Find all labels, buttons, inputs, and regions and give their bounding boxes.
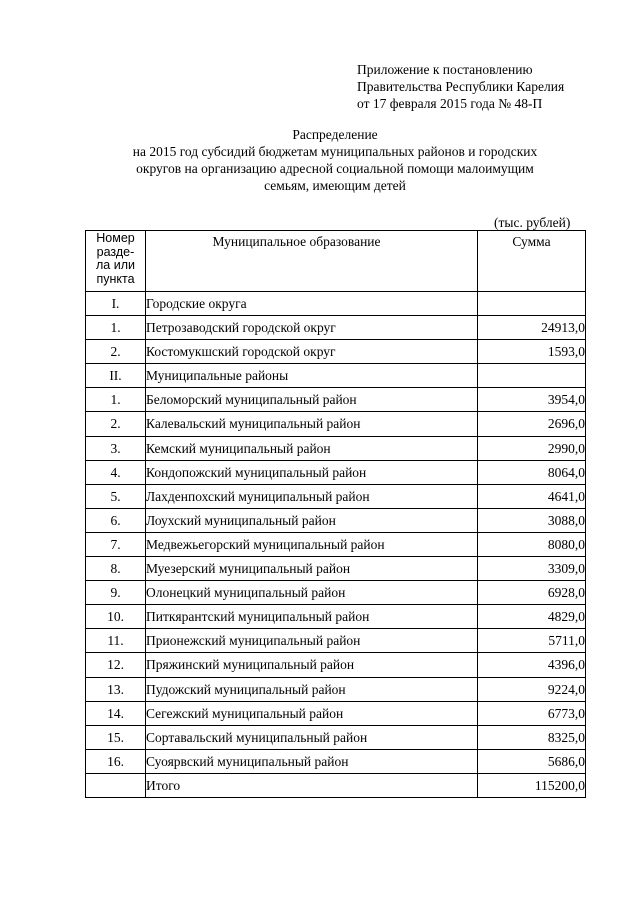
row-entity-name: Беломорский муниципальный район xyxy=(146,388,478,412)
table-header-row xyxy=(86,231,586,292)
table-row xyxy=(86,581,586,605)
table-row xyxy=(86,388,586,412)
row-number: I. xyxy=(86,292,146,316)
row-number: 3. xyxy=(86,436,146,460)
row-number: 2. xyxy=(86,340,146,364)
row-entity-name: Сегежский муниципальный район xyxy=(146,701,478,725)
row-entity-name: Лоухский муниципальный район xyxy=(146,508,478,532)
row-sum: 8064,0 xyxy=(478,460,586,484)
row-number: II. xyxy=(86,364,146,388)
table-row xyxy=(86,436,586,460)
row-entity-name: Питкярантский муниципальный район xyxy=(146,605,478,629)
row-entity-name: Прионежский муниципальный район xyxy=(146,629,478,653)
appendix-line-1: Приложение к постановлению xyxy=(357,62,533,77)
row-number: 16. xyxy=(86,749,146,773)
table-row xyxy=(86,532,586,556)
table-row xyxy=(86,701,586,725)
title-line-2: на 2015 год субсидий бюджетам муниципальных районов и городских xyxy=(132,144,538,159)
row-sum: 1593,0 xyxy=(478,340,586,364)
row-entity-name: Медвежьегорский муниципальный район xyxy=(146,532,478,556)
row-sum: 2990,0 xyxy=(478,436,586,460)
header-number-line: Номер xyxy=(96,231,135,245)
table-row xyxy=(86,653,586,677)
row-sum: 4396,0 xyxy=(478,653,586,677)
units-label: (тыс. рублей) xyxy=(494,215,571,230)
table-row xyxy=(86,412,586,436)
header-sum: Сумма xyxy=(478,231,586,292)
row-sum: 3309,0 xyxy=(478,557,586,581)
row-sum xyxy=(478,292,586,316)
header-number-line: ла или xyxy=(96,258,135,272)
row-entity-name: Кондопожский муниципальный район xyxy=(146,460,478,484)
row-sum: 5711,0 xyxy=(478,629,586,653)
row-sum: 8080,0 xyxy=(478,532,586,556)
row-entity-name: Костомукшский городской округ xyxy=(146,340,478,364)
row-sum: 6773,0 xyxy=(478,701,586,725)
row-sum: 4829,0 xyxy=(478,605,586,629)
row-entity-name: Пряжинский муниципальный район xyxy=(146,653,478,677)
row-entity-name: Лахденпохский муниципальный район xyxy=(146,484,478,508)
document-title xyxy=(80,126,590,194)
row-number: 13. xyxy=(86,677,146,701)
row-entity-name: Пудожский муниципальный район xyxy=(146,677,478,701)
row-sum: 6928,0 xyxy=(478,581,586,605)
table-row xyxy=(86,340,586,364)
row-number: 5. xyxy=(86,484,146,508)
row-entity-name: Калевальский муниципальный район xyxy=(146,412,478,436)
appendix-line-3: от 17 февраля 2015 года № 48-П xyxy=(357,96,543,111)
row-entity-name: Сортавальский муниципальный район xyxy=(146,725,478,749)
row-number: 12. xyxy=(86,653,146,677)
header-number-line: разде- xyxy=(96,244,135,259)
table-row xyxy=(86,557,586,581)
title-line-3: округов на организацию адресной социальной помощи малоимущим xyxy=(136,161,534,176)
row-sum: 2696,0 xyxy=(478,412,586,436)
row-sum: 3954,0 xyxy=(478,388,586,412)
table-row xyxy=(86,460,586,484)
row-entity-name: Городские округа xyxy=(146,292,478,316)
header-number xyxy=(86,231,146,292)
row-number: 9. xyxy=(86,581,146,605)
row-sum: 4641,0 xyxy=(478,484,586,508)
title-line-4: семьям, имеющим детей xyxy=(264,178,406,193)
row-entity-name: Олонецкий муниципальный район xyxy=(146,581,478,605)
row-entity-name: Муезерский муниципальный район xyxy=(146,557,478,581)
header-number-line: пункта xyxy=(96,271,135,286)
row-number: 8. xyxy=(86,557,146,581)
row-entity-name: Муниципальные районы xyxy=(146,364,478,388)
table-row xyxy=(86,725,586,749)
title-line-1: Распределение xyxy=(292,127,378,142)
table-row xyxy=(86,316,586,340)
table-row xyxy=(86,605,586,629)
row-sum: 3088,0 xyxy=(478,508,586,532)
appendix-line-2: Правительства Республики Карелия xyxy=(357,79,565,94)
header-entity: Муниципальное образование xyxy=(146,231,478,292)
table-row xyxy=(86,677,586,701)
row-sum: 24913,0 xyxy=(478,316,586,340)
table-row xyxy=(86,484,586,508)
row-number: 6. xyxy=(86,508,146,532)
row-number: 1. xyxy=(86,316,146,340)
row-number: 10. xyxy=(86,605,146,629)
row-number: 2. xyxy=(86,412,146,436)
row-number: 11. xyxy=(86,629,146,653)
row-number: 7. xyxy=(86,532,146,556)
row-sum: 9224,0 xyxy=(478,677,586,701)
row-number: 15. xyxy=(86,725,146,749)
row-sum: 115200,0 xyxy=(478,773,586,797)
row-sum xyxy=(478,364,586,388)
table-row xyxy=(86,508,586,532)
row-entity-name: Суоярвский муниципальный район xyxy=(146,749,478,773)
distribution-table xyxy=(85,230,586,798)
table-row xyxy=(86,292,586,316)
appendix-note xyxy=(357,61,564,112)
table-row xyxy=(86,629,586,653)
row-sum: 8325,0 xyxy=(478,725,586,749)
row-entity-name: Итого xyxy=(146,773,478,797)
row-entity-name: Кемский муниципальный район xyxy=(146,436,478,460)
row-entity-name: Петрозаводский городской округ xyxy=(146,316,478,340)
row-number: 14. xyxy=(86,701,146,725)
table-row xyxy=(86,749,586,773)
row-number: 4. xyxy=(86,460,146,484)
row-sum: 5686,0 xyxy=(478,749,586,773)
row-number: 1. xyxy=(86,388,146,412)
table-row xyxy=(86,773,586,797)
row-number xyxy=(86,773,146,797)
table-row xyxy=(86,364,586,388)
